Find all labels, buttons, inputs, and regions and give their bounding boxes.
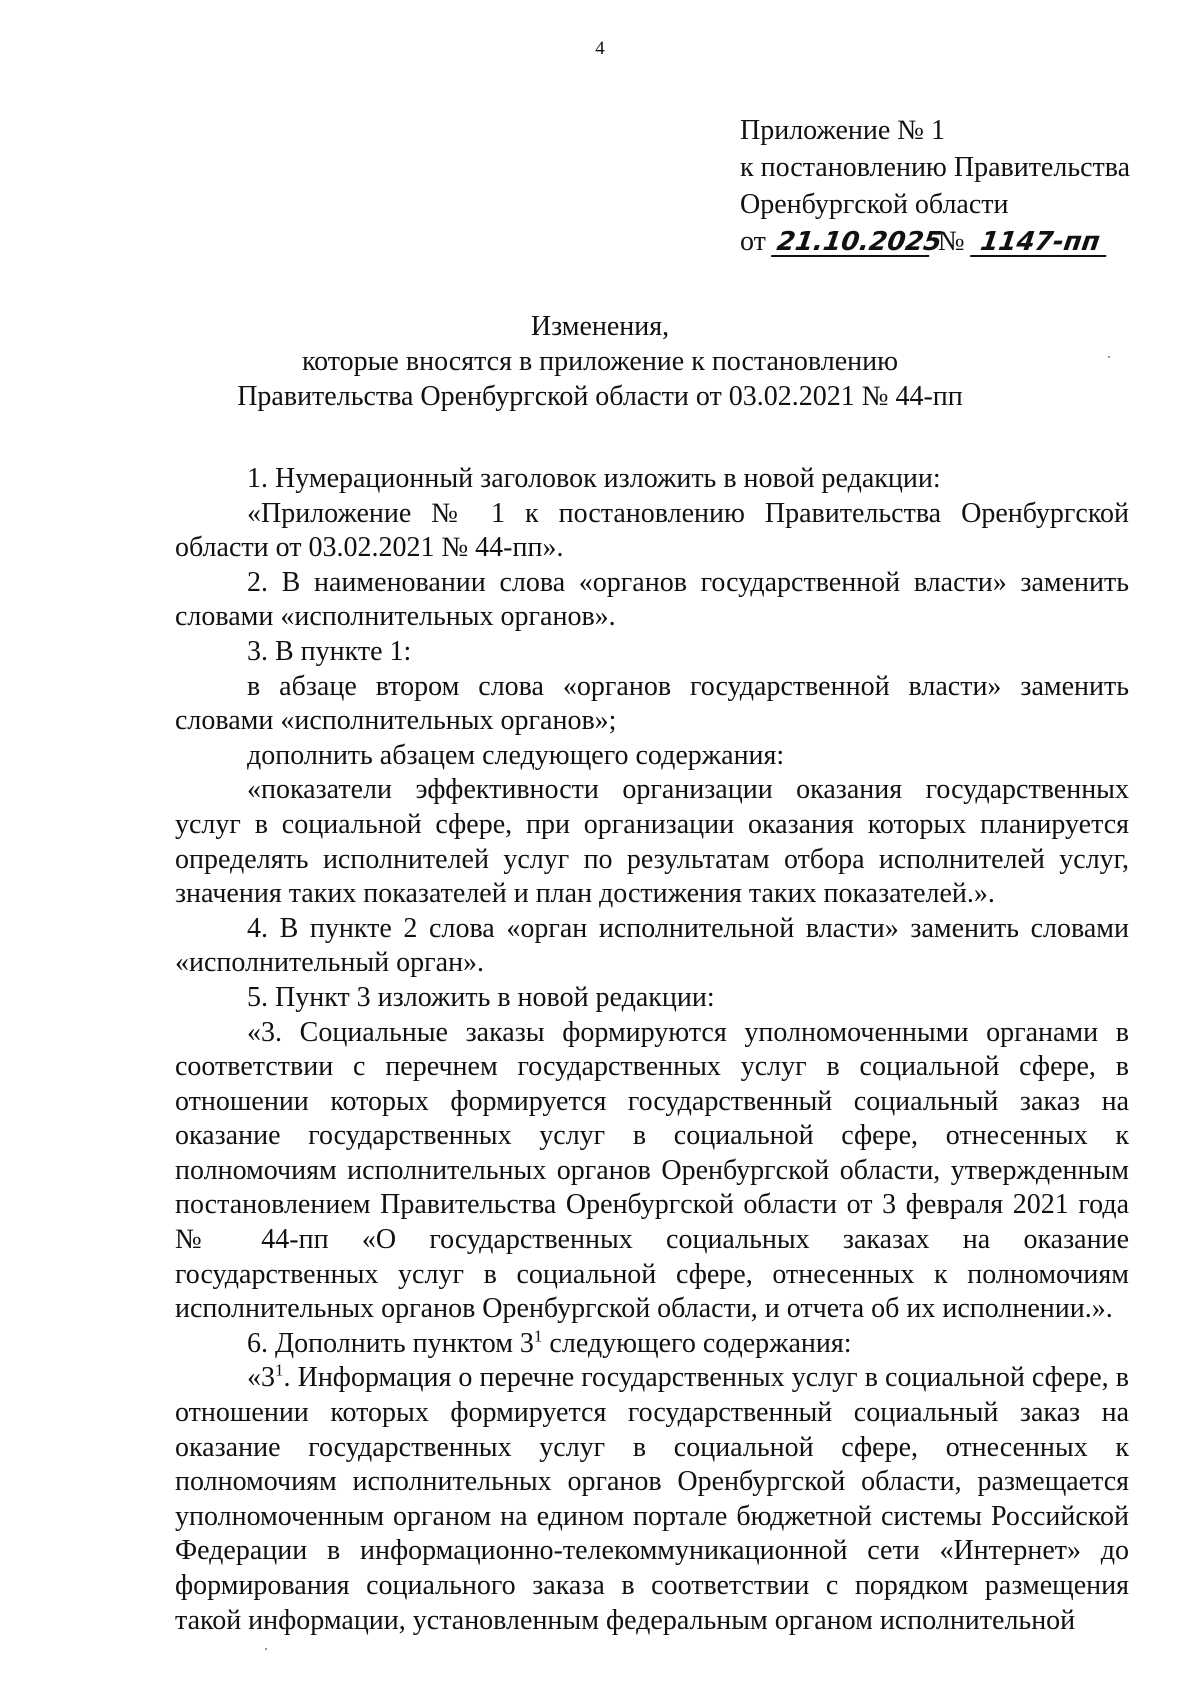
approval-line-2: к постановлению Правительства — [740, 152, 1131, 183]
paragraph-12-superscript: 1 — [275, 1361, 284, 1381]
approval-line-3: Оренбургской области — [740, 189, 1009, 220]
paragraph-4: 3. В пункте 1: — [247, 635, 412, 667]
paragraph-11 — [175, 1327, 1129, 1362]
approval-number: 1147-пп — [970, 229, 1110, 257]
document-title — [0, 309, 1200, 414]
title-line-2: которые вносятся в приложение к постановлению — [301, 346, 899, 377]
approval-line-1: Приложение № 1 — [740, 115, 945, 146]
paragraph-7: «показатели эффективности организации оказания государственных услуг в социальной сфере, при организации оказания которых планируется определять исполнителей услуг по результатам отбора исполнителей услуг, значения таких показателей и план достижения таких показателей.». — [175, 774, 1129, 910]
paragraph-12-text: «3 — [247, 1362, 275, 1394]
paragraph-12 — [175, 1361, 1129, 1638]
paragraph-12-text-end: . Информация о перечне государственных услуг в социальной сфере, в отношении которых формируется государственный социальный заказ на оказание государственных услуг в социальной сфере, отнесенных к полномочиям исполнительных органов Оренбургской области, размещается уполномоченным органом на едином портале бюджетной системы Российской Федерации в информационно-телекоммуникационной сети «Интернет» до формирования социального заказа в соответствии с порядком размещения такой информации, установленным федеральным органом исполнительной — [175, 1362, 1129, 1636]
paragraph-10: «3. Социальные заказы формируются уполномоченными органами в соответствии с перечнем государственных услуг в социальной сфере, в отношении которых формируется государственный социальный заказ на оказание государственных услуг в социальной сфере, отнесенных к полномочиям исполнительных органов Оренбургской области, утвержденным постановлением Правительства Оренбургской области от 3 февраля 2021 года № 44-пп «О государственных социальных заказах на оказание государственных услуг в социальной сфере, отнесенных к полномочиям исполнительных органов Оренбургской области, и отчета об их исполнении.». — [175, 1016, 1129, 1325]
paragraph-6: дополнить абзацем следующего содержания: — [247, 739, 785, 771]
approval-line-4 — [740, 223, 1130, 260]
paragraph-11-text-end: следующего содержания: — [542, 1327, 852, 1359]
approval-date: 21.10.2025 — [771, 229, 933, 257]
paragraph-1: 1. Нумерационный заголовок изложить в новой редакции: — [247, 463, 941, 494]
paragraph-3: 2. В наименовании слова «органов государственной власти» заменить словами «исполнительных органов». — [175, 566, 1129, 633]
title-line-1: Изменения, — [530, 311, 670, 342]
paragraph-9: 5. Пункт 3 изложить в новой редакции: — [247, 981, 715, 1013]
approval-number-label: № — [937, 226, 965, 257]
approval-from-label: от — [740, 226, 766, 257]
paragraph-8: 4. В пункте 2 слова «орган исполнительной власти» заменить словами «исполнительный орган». — [175, 912, 1129, 979]
paragraph-11-superscript: 1 — [533, 1326, 543, 1346]
scan-speck — [265, 1648, 267, 1650]
paragraph-2: «Приложение № 1 к постановлению Правительства Оренбургской области от 03.02.2021 № 44-пп». — [175, 497, 1129, 564]
document-body — [175, 462, 1129, 1638]
page-number: 4 — [595, 38, 605, 59]
approval-block — [740, 112, 1130, 260]
paragraph-11-text: 6. Дополнить пунктом 3 — [247, 1327, 534, 1359]
scan-speck — [1108, 356, 1110, 358]
title-line-3: Правительства Оренбургской области от 03.02.2021 № 44-пп — [237, 381, 963, 412]
paragraph-5: в абзаце втором слова «органов государственной власти» заменить словами «исполнительных органов»; — [175, 670, 1129, 737]
